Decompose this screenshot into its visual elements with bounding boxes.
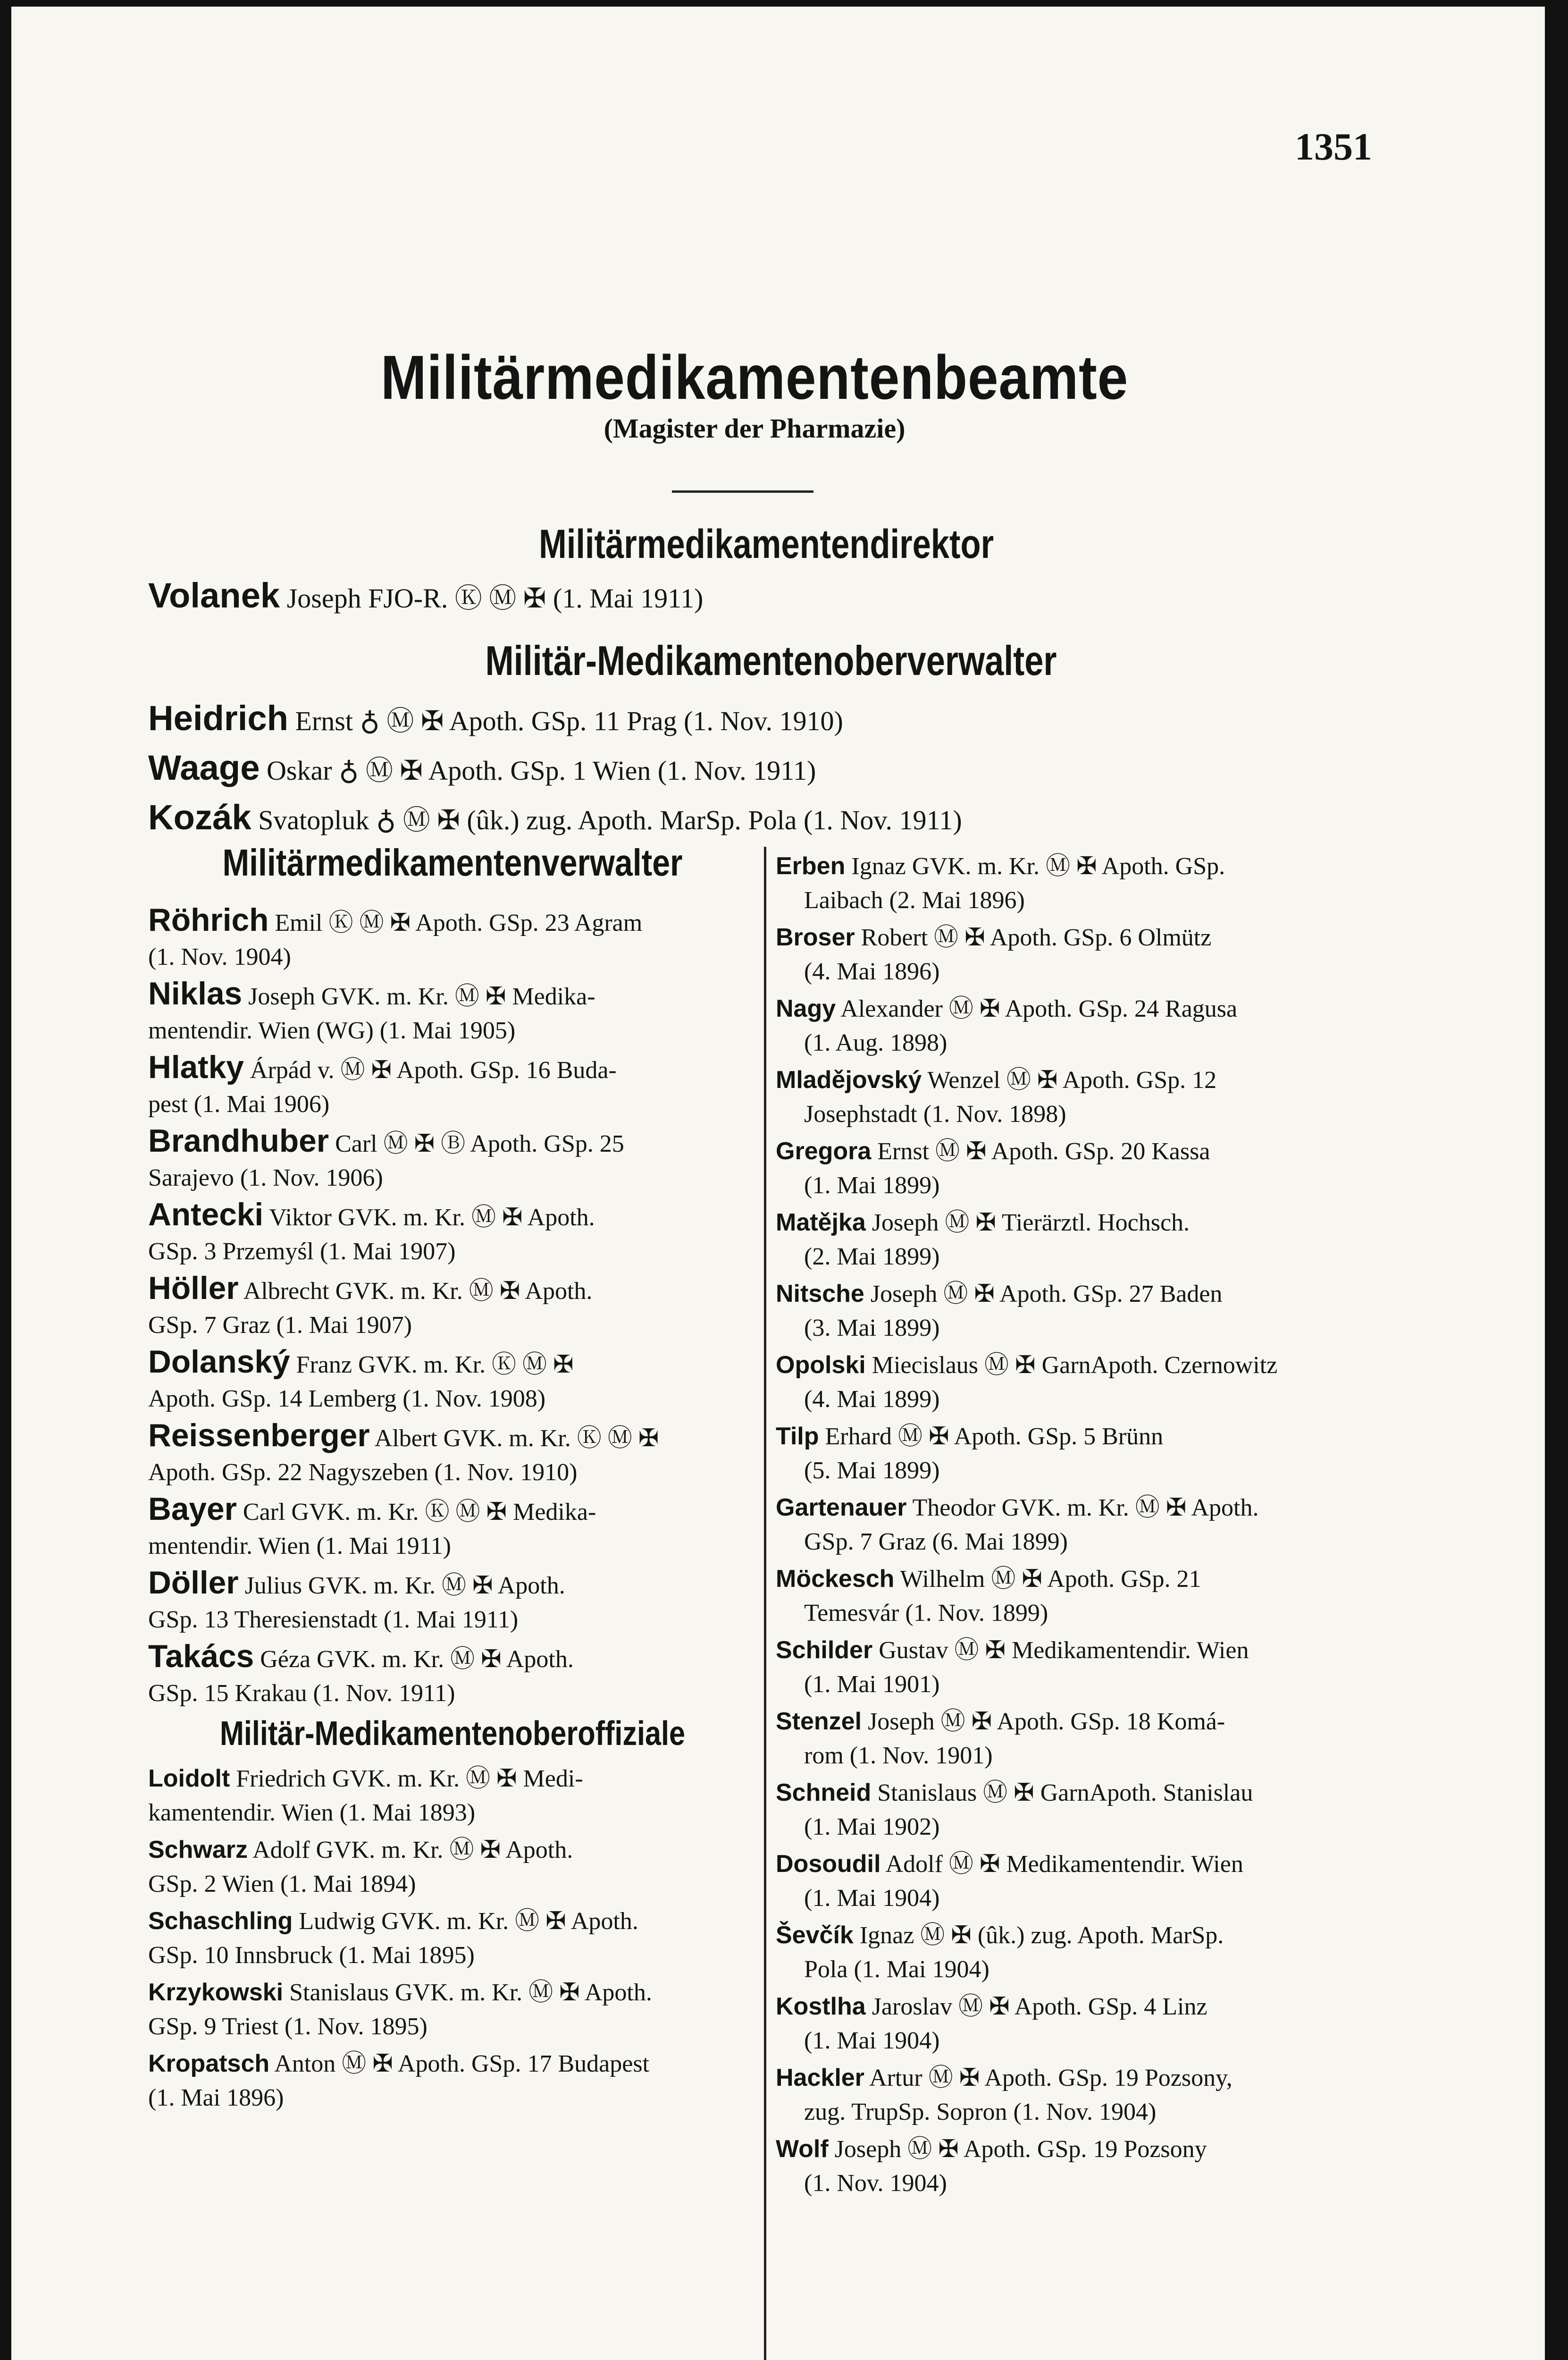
entry-line1: Gustav Ⓜ ✠ Medikamentendir. Wien xyxy=(879,1637,1249,1664)
entry-line1: Ernst Ⓜ ✠ Apoth. GSp. 20 Kassa xyxy=(877,1138,1210,1165)
entry-volanek xyxy=(148,575,1375,625)
entry-dolansky xyxy=(148,1345,757,1416)
entry-line1: Friedrich GVK. m. Kr. Ⓜ ✠ Medi- xyxy=(236,1765,583,1792)
entry-line1: Wilhelm Ⓜ ✠ Apoth. GSp. 21 xyxy=(900,1566,1201,1593)
entry-line1: Stanislaus GVK. m. Kr. Ⓜ ✠ Apoth. xyxy=(289,1979,652,2006)
entry-name: Stenzel xyxy=(776,1708,862,1735)
right-column xyxy=(776,849,1384,2203)
entry-name: Hackler xyxy=(776,2064,864,2091)
entry-kropatsch xyxy=(148,2047,757,2115)
entry-line2: Sarajevo (1. Nov. 1906) xyxy=(148,1164,383,1191)
entry-name: Antecki xyxy=(148,1197,264,1232)
entry-line2: Temesvár (1. Nov. 1899) xyxy=(804,1600,1048,1627)
entry-name: Waage xyxy=(148,748,260,787)
entry-name: Takács xyxy=(148,1639,254,1674)
entry-line1: Stanislaus Ⓜ ✠ GarnApoth. Stanislau xyxy=(877,1779,1253,1806)
entry-line2: (3. Mai 1899) xyxy=(804,1315,940,1341)
entry-line1: Árpád v. Ⓜ ✠ Apoth. GSp. 16 Buda- xyxy=(250,1057,617,1084)
entry-line2: Pola (1. Mai 1904) xyxy=(804,1956,989,1983)
entry-line2: (4. Mai 1899) xyxy=(804,1386,940,1413)
entry-line2: (1. Mai 1904) xyxy=(804,1885,940,1912)
entry-waage xyxy=(148,748,1375,797)
entry-kostlha xyxy=(776,1989,1384,2058)
entry-line2: (1. Mai 1899) xyxy=(804,1172,940,1199)
entry-name: Matějka xyxy=(776,1209,866,1236)
entry-line2: GSp. 2 Wien (1. Mai 1894) xyxy=(148,1871,416,1897)
entry-line2: (2. Mai 1899) xyxy=(804,1243,940,1270)
entry-line1: Artur Ⓜ ✠ Apoth. GSp. 19 Pozsony, xyxy=(869,2065,1233,2091)
entry-line2: (1. Mai 1902) xyxy=(804,1813,940,1840)
entry-wolf xyxy=(776,2132,1384,2200)
entry-hlatky xyxy=(148,1051,757,1121)
entry-stenzel xyxy=(776,1704,1384,1773)
direktor-entries xyxy=(148,575,1375,625)
entry-name: Döller xyxy=(148,1565,239,1601)
entry-line1: Emil Ⓚ Ⓜ ✠ Apoth. GSp. 23 Agram xyxy=(275,910,643,936)
entry-name: Nagy xyxy=(776,995,836,1022)
entry-line1: Joseph Ⓜ ✠ Tierärztl. Hochsch. xyxy=(872,1209,1190,1236)
entry-name: Kozák xyxy=(148,798,252,837)
entry-erben xyxy=(776,849,1384,918)
entry-line1: Ludwig GVK. m. Kr. Ⓜ ✠ Apoth. xyxy=(299,1908,638,1935)
entry-reissenberger xyxy=(148,1419,757,1490)
entry-line2: pest (1. Mai 1906) xyxy=(148,1091,330,1118)
entry-line1: Erhard Ⓜ ✠ Apoth. GSp. 5 Brünn xyxy=(825,1423,1164,1450)
entry-loidolt xyxy=(148,1762,757,1830)
entry-line1: Adolf Ⓜ ✠ Medikamentendir. Wien xyxy=(885,1851,1243,1878)
entry-line1: Joseph Ⓜ ✠ Apoth. GSp. 19 Pozsony xyxy=(834,2136,1207,2163)
entry-name: Kropatsch xyxy=(148,2050,270,2077)
page-title: Militärmedikamentenbeamte xyxy=(380,343,1129,412)
entry-line2: (1. Nov. 1904) xyxy=(804,2170,947,2197)
entry-line2: GSp. 7 Graz (6. Mai 1899) xyxy=(804,1528,1068,1555)
entry-line1: Anton Ⓜ ✠ Apoth. GSp. 17 Budapest xyxy=(274,2050,649,2077)
entry-doeller xyxy=(148,1566,757,1637)
entry-line1: Joseph Ⓜ ✠ Apoth. GSp. 18 Komá- xyxy=(868,1708,1225,1735)
entry-line1: Viktor GVK. m. Kr. Ⓜ ✠ Apoth. xyxy=(269,1204,595,1231)
entry-name: Gartenauer xyxy=(776,1494,907,1521)
title-rule xyxy=(672,490,813,493)
entry-text: Ernst ♁ Ⓜ ✠ Apoth. GSp. 11 Prag (1. Nov. 1910) xyxy=(295,706,843,736)
entry-line2: Josephstadt (1. Nov. 1898) xyxy=(804,1101,1066,1128)
entry-line2: (1. Mai 1901) xyxy=(804,1671,940,1698)
entry-line1: Julius GVK. m. Kr. Ⓜ ✠ Apoth. xyxy=(244,1572,565,1599)
entry-name: Opolski xyxy=(776,1351,866,1379)
section-heading-oberoffiziale: Militär-Medikamentenoberoffiziale xyxy=(219,1715,686,1753)
entry-line2: kamentendir. Wien (1. Mai 1893) xyxy=(148,1799,476,1826)
entry-line1: Miecislaus Ⓜ ✠ GarnApoth. Czernowitz xyxy=(872,1352,1278,1379)
entry-name: Bayer xyxy=(148,1492,237,1527)
entry-line2: GSp. 9 Triest (1. Nov. 1895) xyxy=(148,2013,428,2040)
entry-schaschling xyxy=(148,1904,757,1972)
entry-line2: Laibach (2. Mai 1896) xyxy=(804,887,1025,914)
entry-line2: GSp. 13 Theresienstadt (1. Mai 1911) xyxy=(148,1606,519,1633)
section-heading-direktor: Militärmedikamentendirektor xyxy=(538,522,994,567)
entry-text: Svatopluk ♁ Ⓜ ✠ (ûk.) zug. Apoth. MarSp. Pola (1. Nov. 1911) xyxy=(258,805,962,835)
entry-line2: (1. Mai 1896) xyxy=(148,2084,284,2111)
entry-line2: mentendir. Wien (1. Mai 1911) xyxy=(148,1533,452,1559)
entry-line1: Joseph Ⓜ ✠ Apoth. GSp. 27 Baden xyxy=(870,1281,1223,1307)
entry-dosoudil xyxy=(776,1847,1384,1915)
entry-name: Dosoudil xyxy=(776,1850,881,1878)
entry-gregora xyxy=(776,1134,1384,1203)
entry-line1: Robert Ⓜ ✠ Apoth. GSp. 6 Olmütz xyxy=(861,924,1212,951)
entry-name: Nitsche xyxy=(776,1280,864,1307)
entry-line1: Albert GVK. m. Kr. Ⓚ Ⓜ ✠ xyxy=(374,1425,659,1452)
entry-tilp xyxy=(776,1419,1384,1488)
entry-name: Möckesch xyxy=(776,1565,895,1593)
entry-krzykowski xyxy=(148,1975,757,2044)
entry-name: Broser xyxy=(776,924,855,951)
entry-moeckesch xyxy=(776,1562,1384,1630)
entry-name: Brandhuber xyxy=(148,1123,329,1159)
column-divider xyxy=(764,847,766,2360)
entry-broser xyxy=(776,920,1384,989)
entry-line1: Carl Ⓜ ✠ Ⓑ Apoth. GSp. 25 xyxy=(335,1130,624,1157)
entry-line2: Apoth. GSp. 14 Lemberg (1. Nov. 1908) xyxy=(148,1385,546,1412)
entry-name: Dolanský xyxy=(148,1344,290,1380)
entry-line1: Carl GVK. m. Kr. Ⓚ Ⓜ ✠ Medika- xyxy=(243,1499,596,1526)
entry-brandhuber xyxy=(148,1124,757,1195)
entry-name: Mladějovský xyxy=(776,1066,922,1094)
entry-name: Röhrich xyxy=(148,902,269,938)
document-page xyxy=(11,7,1545,2360)
section-heading-oberverwalter: Militär-Medikamentenoberverwalter xyxy=(485,637,1057,684)
left-column xyxy=(148,837,757,2118)
entry-gartenauer xyxy=(776,1491,1384,1559)
entry-line1: Joseph GVK. m. Kr. Ⓜ ✠ Medika- xyxy=(248,983,595,1010)
entry-line2: (1. Aug. 1898) xyxy=(804,1029,948,1056)
entry-line2: Apoth. GSp. 22 Nagyszeben (1. Nov. 1910) xyxy=(148,1459,578,1486)
entry-name: Krzykowski xyxy=(148,1979,284,2006)
entry-line1: Géza GVK. m. Kr. Ⓜ ✠ Apoth. xyxy=(260,1646,574,1673)
entry-line2: (4. Mai 1896) xyxy=(804,958,940,985)
entry-line1: Alexander Ⓜ ✠ Apoth. GSp. 24 Ragusa xyxy=(840,995,1238,1022)
entry-line1: Wenzel Ⓜ ✠ Apoth. GSp. 12 xyxy=(927,1067,1217,1094)
entry-heidrich xyxy=(148,698,1375,748)
entry-name: Schneid xyxy=(776,1779,872,1806)
entry-mladejovsky xyxy=(776,1063,1384,1131)
entry-schilder xyxy=(776,1633,1384,1702)
entry-line1: Albrecht GVK. m. Kr. Ⓜ ✠ Apoth. xyxy=(243,1278,593,1305)
entry-niklas xyxy=(148,977,757,1048)
entry-line1: Ignaz Ⓜ ✠ (ûk.) zug. Apoth. MarSp. xyxy=(859,1922,1224,1949)
entry-name: Ševčík xyxy=(776,1922,854,1949)
entry-opolski xyxy=(776,1348,1384,1416)
entry-name: Schaschling xyxy=(148,1907,293,1935)
page-subtitle: (Magister der Pharmazie) xyxy=(604,413,906,444)
entry-line2: (5. Mai 1899) xyxy=(804,1457,940,1484)
entry-line2: GSp. 3 Przemyśl (1. Mai 1907) xyxy=(148,1238,456,1265)
entry-schneid xyxy=(776,1776,1384,1844)
entry-name: Tilp xyxy=(776,1423,819,1450)
entry-text: Joseph FJO-R. Ⓚ Ⓜ ✠ (1. Mai 1911) xyxy=(286,583,704,614)
entry-line1: Adolf GVK. m. Kr. Ⓜ ✠ Apoth. xyxy=(252,1837,573,1863)
entry-sevcik xyxy=(776,1918,1384,1987)
entry-hackler xyxy=(776,2061,1384,2129)
entry-matejka xyxy=(776,1205,1384,1274)
entry-name: Reissenberger xyxy=(148,1418,370,1453)
entry-nagy xyxy=(776,992,1384,1060)
entry-hoeller xyxy=(148,1272,757,1342)
entry-line2: (1. Mai 1904) xyxy=(804,2027,940,2054)
entry-name: Heidrich xyxy=(148,699,289,738)
entry-text: Oskar ♁ Ⓜ ✠ Apoth. GSp. 1 Wien (1. Nov. 1911) xyxy=(267,755,816,786)
entry-line2: zug. TrupSp. Sopron (1. Nov. 1904) xyxy=(804,2099,1157,2125)
entry-name: Höller xyxy=(148,1271,239,1306)
entry-name: Volanek xyxy=(148,576,280,615)
entry-name: Schwarz xyxy=(148,1836,248,1863)
entry-name: Erben xyxy=(776,852,846,880)
entry-nitsche xyxy=(776,1277,1384,1345)
entry-line1: Franz GVK. m. Kr. Ⓚ Ⓜ ✠ xyxy=(296,1351,574,1378)
entry-takacs xyxy=(148,1640,757,1711)
entry-antecki xyxy=(148,1198,757,1269)
entry-bayer xyxy=(148,1492,757,1563)
page-number: 1351 xyxy=(1295,125,1372,168)
entry-line1: Theodor GVK. m. Kr. Ⓜ ✠ Apoth. xyxy=(912,1494,1259,1521)
entry-roehrich xyxy=(148,903,757,974)
entry-name: Hlatky xyxy=(148,1050,244,1085)
entry-name: Gregora xyxy=(776,1138,872,1165)
entry-line2: GSp. 7 Graz (1. Mai 1907) xyxy=(148,1312,412,1339)
oberverwalter-entries xyxy=(148,698,1375,847)
entry-name: Niklas xyxy=(148,976,243,1011)
entry-schwarz xyxy=(148,1833,757,1901)
entry-line1: Ignaz GVK. m. Kr. Ⓜ ✠ Apoth. GSp. xyxy=(851,853,1225,880)
entry-line2: GSp. 10 Innsbruck (1. Mai 1895) xyxy=(148,1942,475,1969)
section-heading-verwalter: Militärmedikamentenverwalter xyxy=(222,842,683,884)
entry-line1: Jaroslav Ⓜ ✠ Apoth. GSp. 4 Linz xyxy=(872,1993,1207,2020)
entry-name: Kostlha xyxy=(776,1993,866,2020)
entry-line2: rom (1. Nov. 1901) xyxy=(804,1742,993,1769)
entry-name: Wolf xyxy=(776,2135,829,2163)
entry-name: Schilder xyxy=(776,1636,873,1664)
entry-line2: mentendir. Wien (WG) (1. Mai 1905) xyxy=(148,1017,516,1044)
entry-line2: (1. Nov. 1904) xyxy=(148,944,291,970)
entry-line2: GSp. 15 Krakau (1. Nov. 1911) xyxy=(148,1680,455,1707)
entry-name: Loidolt xyxy=(148,1765,230,1792)
